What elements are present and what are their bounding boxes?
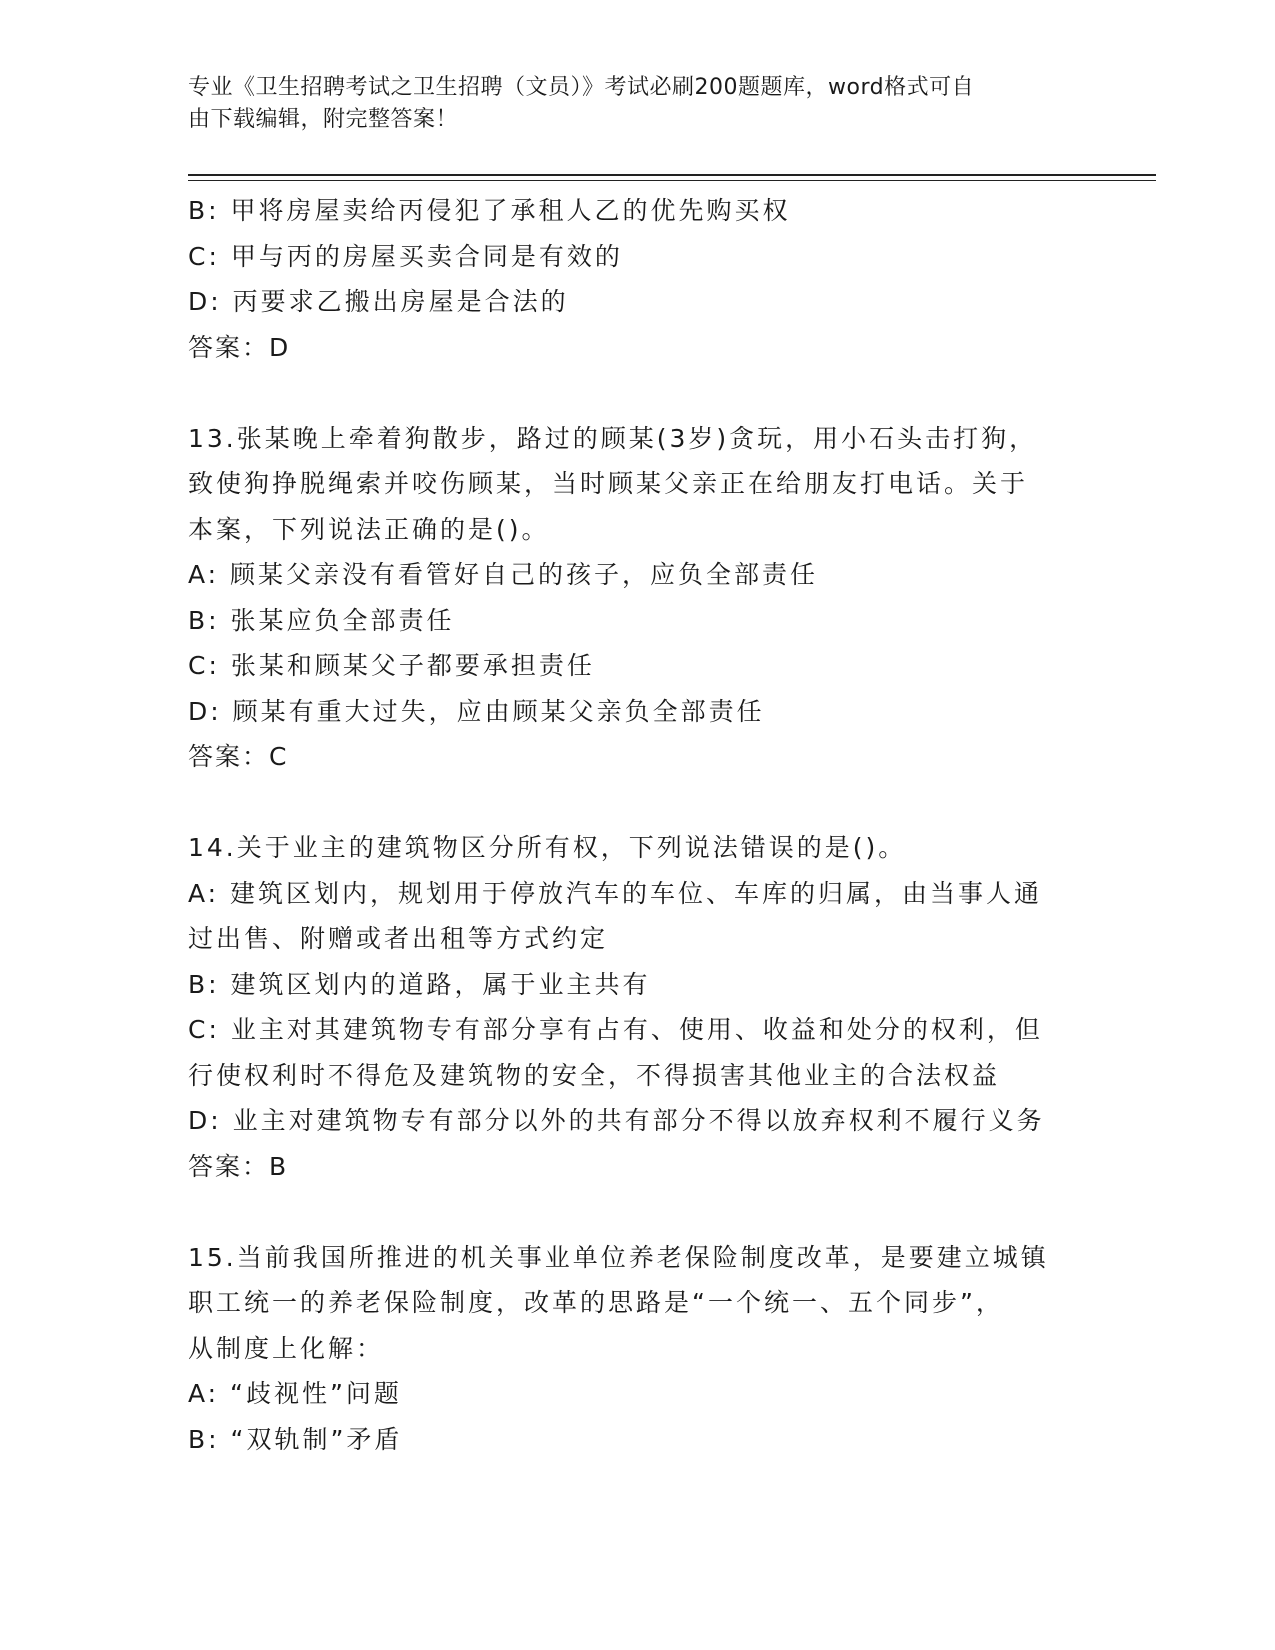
option-a-continued: 过出售、附赠或者出租等方式约定 [188,924,609,953]
question-stem: 职工统一的养老保险制度，改革的思路是“一个统一、五个同步”， [188,1288,1004,1317]
answer: 答案：D [188,332,291,362]
header-divider-thin [188,180,1156,181]
option-b: B: 张某应负全部责任 [188,605,455,635]
option-b: B: 甲将房屋卖给丙侵犯了承租人乙的优先购买权 [188,196,791,225]
question-block [188,825,1088,1189]
question-stem: 致使狗挣脱绳索并咬伤顾某，当时顾某父亲正在给朋友打电话。关于 [188,469,1029,498]
option-d: D: 丙要求乙搬出房屋是合法的 [188,287,569,316]
option-a: A: 顾某父亲没有看管好自己的孩子，应负全部责任 [188,560,819,589]
spacer [188,780,1088,826]
option-b: B: 建筑区划内的道路，属于业主共有 [188,969,651,999]
option-d: D: 业主对建筑物专有部分以外的共有部分不得以放弃权利不履行义务 [188,1106,1045,1135]
option-a: A: 建筑区划内，规划用于停放汽车的车位、车库的归属，由当事人通 [188,878,1043,908]
question-block [188,1235,1088,1463]
question-list [188,188,1088,1462]
option-d: D: 顾某有重大过失，应由顾某父亲负全部责任 [188,696,765,726]
spacer [188,1189,1088,1235]
spacer [188,370,1088,416]
option-a: A: “歧视性”问题 [188,1379,402,1408]
option-b: B: “双轨制”矛盾 [188,1424,403,1454]
header-divider [188,174,1156,176]
option-c-continued: 行使权利时不得危及建筑物的安全，不得损害其他业主的合法权益 [188,1060,1001,1090]
question-block [188,416,1088,780]
header-line: 专业《卫生招聘考试之卫生招聘（文员）》考试必刷200题题库，word格式可自 [188,75,975,100]
question-block [188,188,1088,370]
document-header [188,72,1068,136]
question-stem: 本案，下列说法正确的是()。 [188,514,550,544]
question-stem: 14.关于业主的建筑物区分所有权，下列说法错误的是()。 [188,833,907,862]
question-stem: 从制度上化解： [188,1333,385,1363]
answer: 答案：B [188,1151,289,1181]
option-c: C: 业主对其建筑物专有部分享有占有、使用、收益和处分的权利，但 [188,1015,1043,1044]
option-c: C: 甲与丙的房屋买卖合同是有效的 [188,241,623,271]
question-stem: 15.当前我国所推进的机关事业单位养老保险制度改革，是要建立城镇 [188,1242,1049,1272]
option-c: C: 张某和顾某父子都要承担责任 [188,651,595,680]
header-line: 由下载编辑，附完整答案！ [188,107,459,132]
answer: 答案：C [188,742,289,771]
question-stem: 13.张某晚上牵着狗散步，路过的顾某(3岁)贪玩，用小石头击打狗， [188,423,1038,453]
